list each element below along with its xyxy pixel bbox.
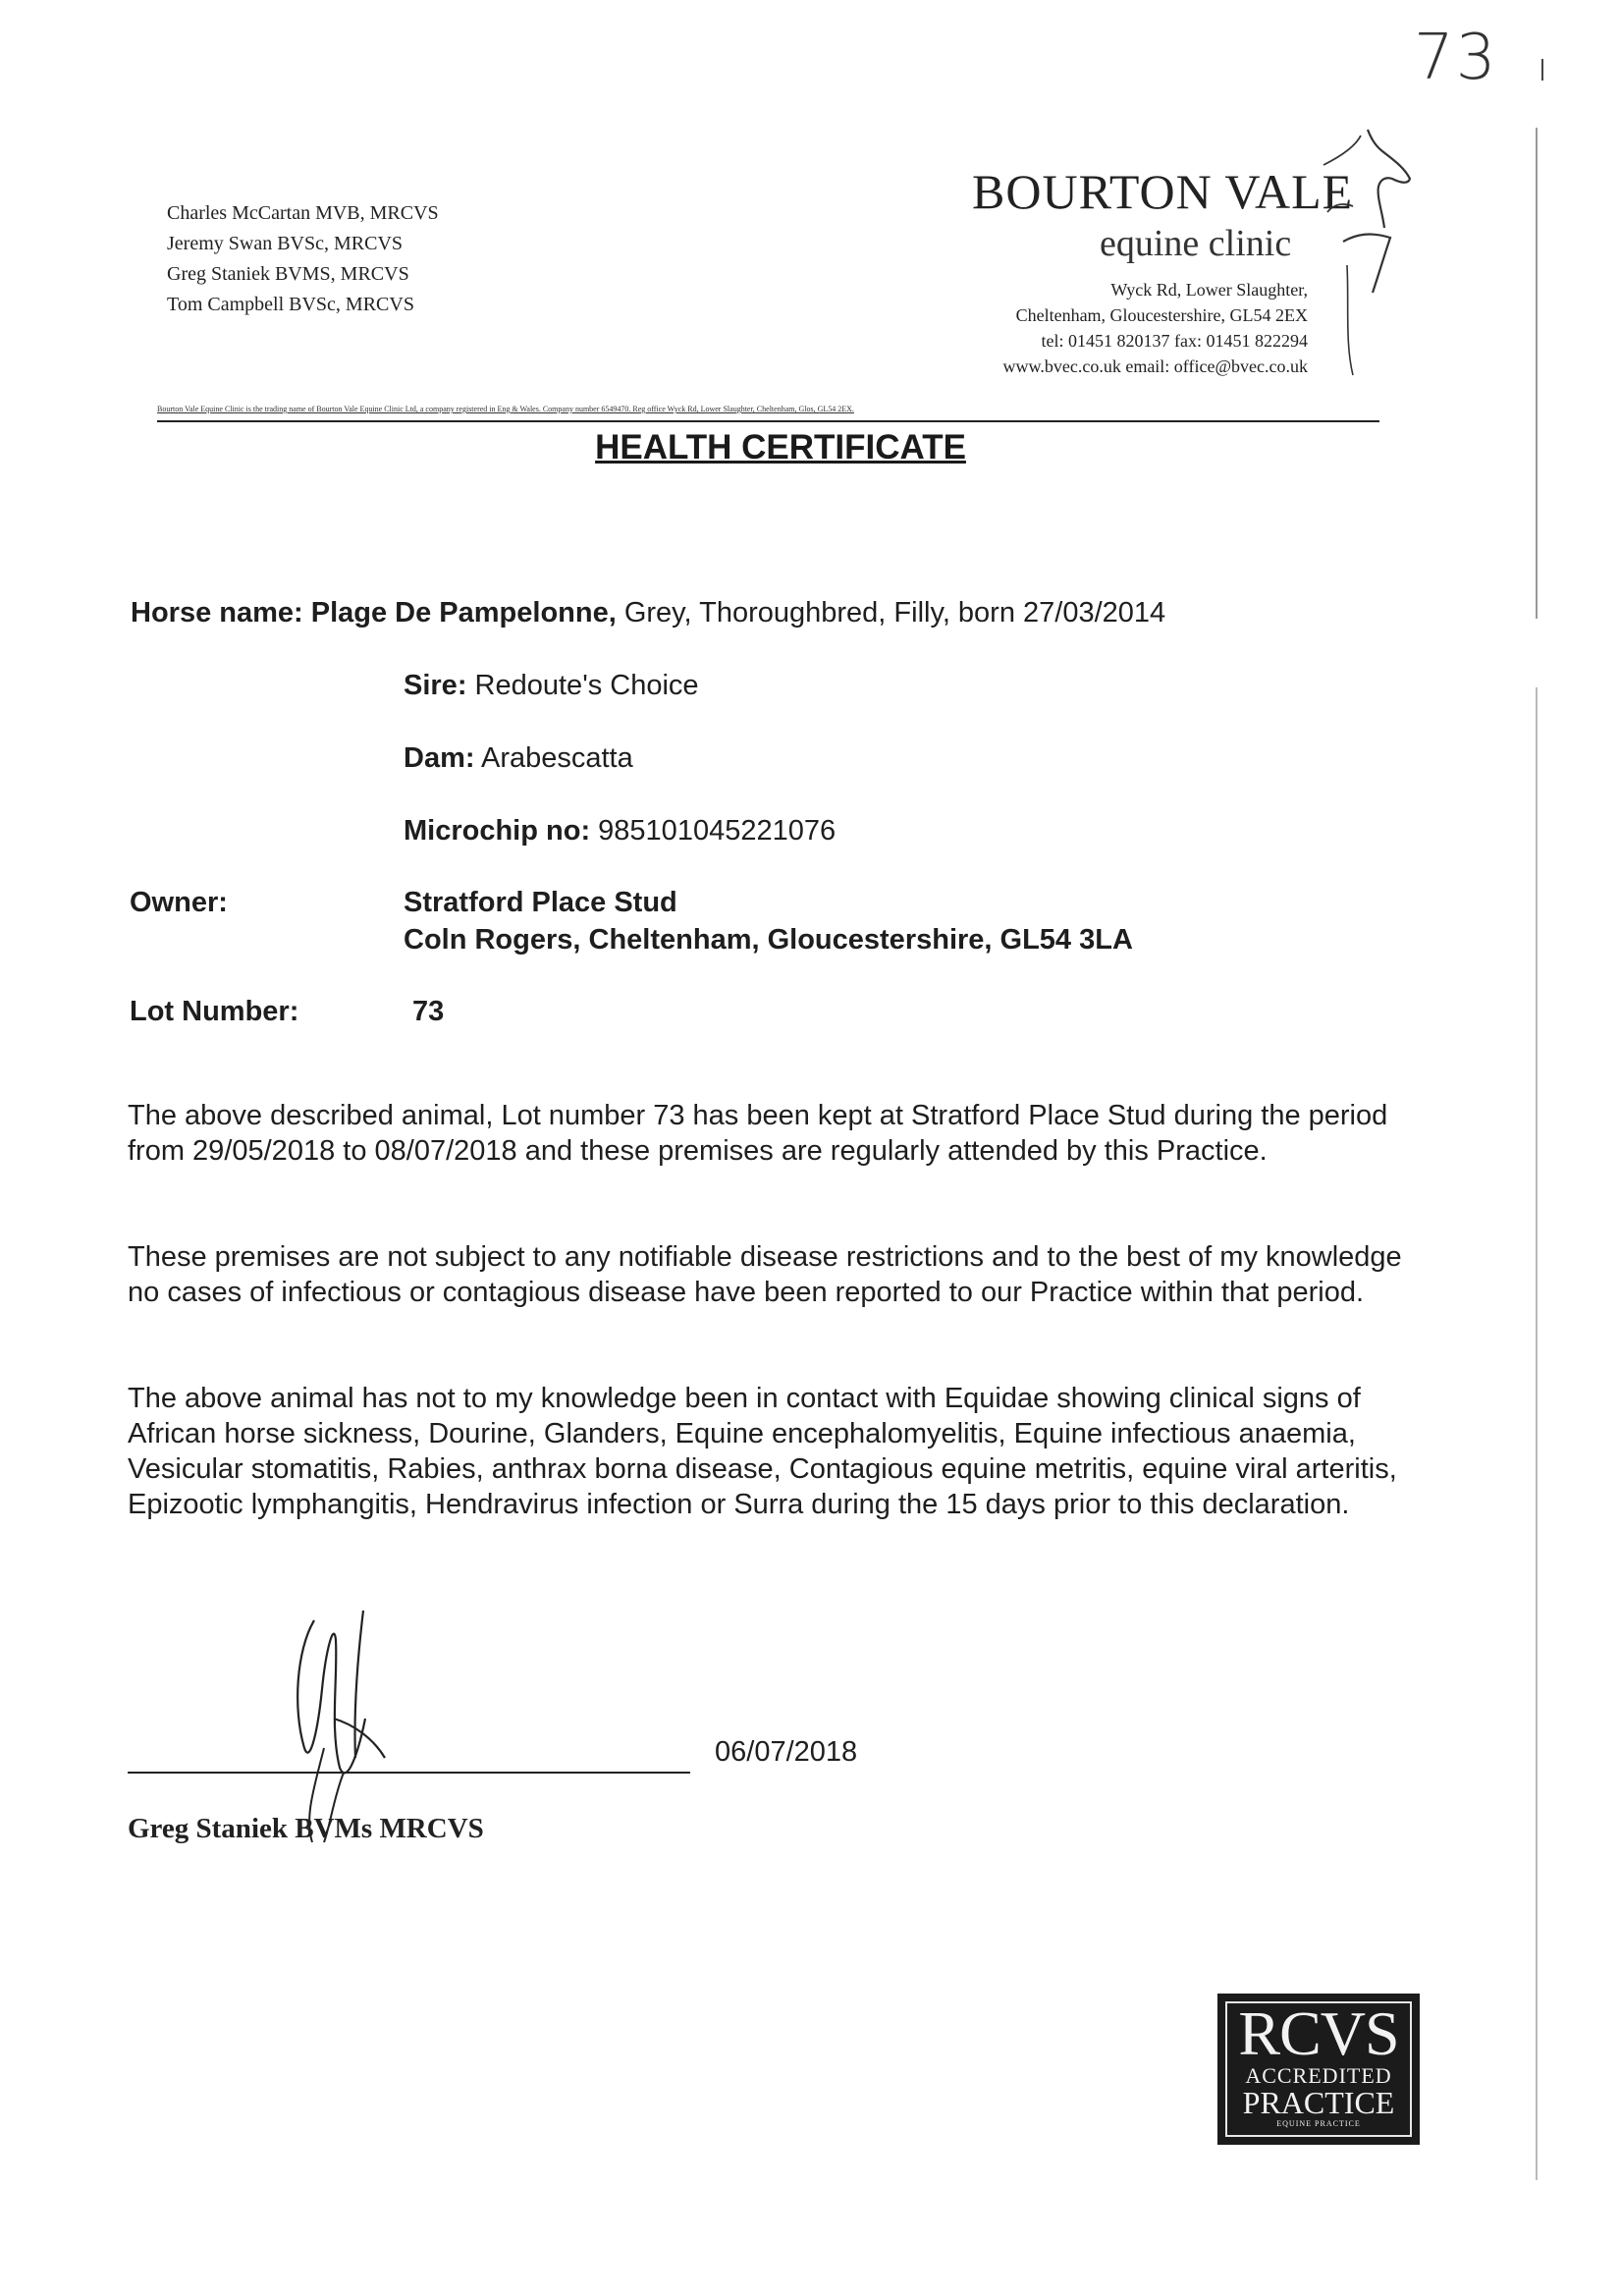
clinic-name: BOURTON VALE xyxy=(972,164,1354,219)
owner-address: Coln Rogers, Cheltenham, Gloucestershire, GL54 3LA xyxy=(404,924,1133,956)
handwritten-page-number: 73 xyxy=(1414,22,1498,94)
signature-date: 06/07/2018 xyxy=(715,1736,858,1768)
paragraph-residency: The above described animal, Lot number 73 has been kept at Stratford Place Stud during the period from 29/05/2018 to 08/07/2018 and these premises are regularly attended by this Practice. xyxy=(128,1100,1388,1167)
clinic-address xyxy=(1003,277,1308,379)
address-line: Wyck Rd, Lower Slaughter, xyxy=(1110,280,1308,300)
vet-name: Tom Campbell BVSc, MRCVS xyxy=(167,294,414,315)
page-mark xyxy=(1541,59,1543,81)
paragraph-premises: These premises are not subject to any notifiable disease restrictions and to the best of my knowledge no cases of infectious or contagious disease have been reported to our Practice within that period. xyxy=(128,1241,1402,1308)
rcvs-badge-title: RCVS xyxy=(1238,1998,1399,2068)
vet-name: Charles McCartan MVB, MRCVS xyxy=(167,202,439,224)
rcvs-badge-accredited: ACCREDITED xyxy=(1245,2063,1392,2088)
dam-label: Dam: xyxy=(404,742,475,774)
owner-label: Owner: xyxy=(130,887,228,918)
microchip-line xyxy=(404,815,836,847)
legal-footer-line: Bourton Vale Equine Clinic is the trading name of Bourton Vale Equine Clinic Ltd, a company registered in Eng & Wales. Company number 6549470. Reg office Wyck Rd, Lower Slaughter, Cheltenham, Glos, GL54 2EX. xyxy=(157,405,854,413)
page-title: HEALTH CERTIFICATE xyxy=(595,428,966,466)
signature-line xyxy=(128,1772,690,1774)
paragraph-disease-declaration: The above animal has not to my knowledge been in contact with Equidae showing clinical signs of African horse sickness, Dourine, Glanders, Equine encephalomyelitis, Equine infectious anaemia, Vesicular stomatitis, Rabies, anthrax borna disease, Contagious equine metritis, equine viral arteritis, Epizootic lymphangitis, Hendravirus infection or Surra during the 15 days prior to this declaration. xyxy=(128,1383,1397,1520)
vets-list xyxy=(167,198,439,320)
microchip-value: 985101045221076 xyxy=(598,815,837,847)
vet-name: Greg Staniek BVMS, MRCVS xyxy=(167,263,409,285)
dam-value: Arabescatta xyxy=(480,742,633,774)
letterhead-divider xyxy=(157,420,1379,422)
web-email-line: www.bvec.co.uk email: office@bvec.co.uk xyxy=(1002,356,1308,376)
horse-name-label: Horse name: xyxy=(131,597,303,629)
contact-line: tel: 01451 820137 fax: 01451 822294 xyxy=(1041,331,1308,351)
clinic-subtitle: equine clinic xyxy=(1100,223,1292,264)
rcvs-badge-practice: PRACTICE xyxy=(1242,2085,1395,2120)
rcvs-badge-type: EQUINE PRACTICE xyxy=(1276,2119,1361,2128)
sire-label: Sire: xyxy=(404,670,467,701)
horse-head-logo-icon xyxy=(1314,118,1422,383)
handwritten-signature xyxy=(275,1601,432,1846)
signatory-name: Greg Staniek BVMs MRCVS xyxy=(128,1813,484,1844)
lot-number-label: Lot Number: xyxy=(130,996,299,1027)
sire-value: Redoute's Choice xyxy=(474,670,699,701)
sire-line xyxy=(404,670,699,702)
owner-name: Stratford Place Stud xyxy=(404,887,677,918)
rcvs-accredited-badge xyxy=(1217,1994,1420,2145)
address-line: Cheltenham, Gloucestershire, GL54 2EX xyxy=(1015,305,1308,325)
microchip-label: Microchip no: xyxy=(404,815,591,847)
scan-edge-mark xyxy=(1536,687,1538,2180)
vet-name: Jeremy Swan BVSc, MRCVS xyxy=(167,233,404,254)
lot-number-value: 73 xyxy=(412,996,445,1027)
dam-line xyxy=(404,742,633,775)
horse-line xyxy=(131,597,1165,629)
horse-name: Plage De Pampelonne, xyxy=(310,597,617,629)
scan-edge-mark xyxy=(1536,128,1538,619)
horse-details: Grey, Thoroughbred, Filly, born 27/03/2014 xyxy=(623,597,1166,629)
